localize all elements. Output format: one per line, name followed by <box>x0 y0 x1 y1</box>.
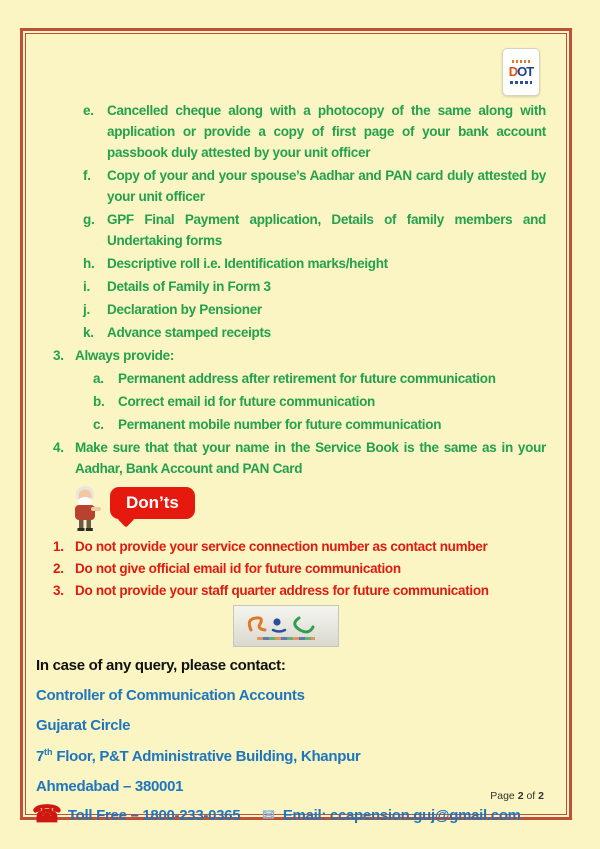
address-number: 7 <box>36 748 45 765</box>
contact-org: Controller of Communication Accounts <box>36 687 305 704</box>
checklist-item-i <box>83 276 546 297</box>
dot-logo-hindi-bar <box>512 60 530 63</box>
list-marker: h. <box>83 256 95 271</box>
emblem-image <box>233 605 339 647</box>
donts-item-1 <box>53 537 546 557</box>
tollfree-text: Toll Free – 1800-233-0365 <box>67 806 241 824</box>
list-text: Declaration by Pensioner <box>107 302 262 317</box>
list-marker: 3. <box>53 583 64 598</box>
donts-item-2 <box>53 559 546 579</box>
list-marker: k. <box>83 325 94 340</box>
donts-list-section <box>26 537 546 601</box>
page-current: 2 <box>517 790 524 802</box>
dos-item-3c <box>93 414 546 435</box>
address-ordinal: th <box>44 747 53 757</box>
checklist-item-k <box>83 322 546 343</box>
emblem-script-art <box>243 613 329 635</box>
list-text: Descriptive roll i.e. Identification marks/height <box>107 256 388 271</box>
list-marker: 4. <box>53 440 64 455</box>
page-number <box>490 790 544 802</box>
list-marker: e. <box>83 103 94 118</box>
dos-item-3b <box>93 391 546 412</box>
checklist-item-h <box>83 253 546 274</box>
email-icon: ✉ <box>262 807 275 824</box>
page-border <box>20 28 572 828</box>
list-text: Permanent address after retirement for future communication <box>118 371 496 386</box>
email-text: Email: ccapension.guj@gmail.com <box>282 806 521 824</box>
dos-item-3 <box>53 345 546 366</box>
dos-item-3a <box>93 368 546 389</box>
donts-badge <box>110 487 195 519</box>
checklist-item-e <box>83 100 546 163</box>
list-text: Details of Family in Form 3 <box>107 279 271 294</box>
contact-address <box>36 747 546 765</box>
list-marker: 1. <box>53 539 64 554</box>
donts-item-3 <box>53 581 546 601</box>
list-text: Make sure that that your name in the Service Book is the same as in your Aadhar, Bank Account and PAN Card <box>75 440 546 476</box>
contact-phone-email-row <box>32 803 546 827</box>
list-text: Permanent mobile number for future communication <box>118 417 442 432</box>
dos-item-4 <box>53 437 546 479</box>
checklist-item-j <box>83 299 546 320</box>
donts-badge-label: Don’ts <box>126 493 179 512</box>
list-text: Copy of your and your spouse’s Aadhar and PAN card duly attested by your unit officer <box>107 168 546 204</box>
page-word: Page <box>490 790 515 802</box>
list-text: GPF Final Payment application, Details of family members and Undertaking forms <box>107 212 546 248</box>
grandpa-mascot-image <box>68 485 102 533</box>
address-rest: Floor, P&T Administrative Building, Khanpur <box>52 748 361 765</box>
list-marker: j. <box>83 302 90 317</box>
checklist-item-f <box>83 165 546 207</box>
of-word: of <box>526 790 536 802</box>
checklist-item-g <box>83 209 546 251</box>
page-border-inner <box>25 33 567 828</box>
list-text: Advance stamped receipts <box>107 325 271 340</box>
contact-heading: In case of any query, please contact: <box>36 657 286 674</box>
list-marker: 3. <box>53 348 64 363</box>
list-marker: g. <box>83 212 95 227</box>
phone-icon: ☎ <box>32 801 62 828</box>
contact-city: Ahmedabad – 380001 <box>36 778 184 795</box>
list-text: Always provide: <box>75 348 175 363</box>
list-text: Do not give official email id for future communication <box>75 561 401 576</box>
list-text: Cancelled cheque along with a photocopy of the same along with application or provide a copy of first page of your bank account passbook duly attested by your unit officer <box>107 103 546 160</box>
checklist-section <box>26 100 546 479</box>
donts-header-row <box>68 485 546 533</box>
list-text: Do not provide your service connection number as contact number <box>75 539 488 554</box>
contact-circle: Gujarat Circle <box>36 717 131 734</box>
list-marker: a. <box>93 371 104 386</box>
list-text: Do not provide your staff quarter address for future communication <box>75 583 489 598</box>
list-marker: f. <box>83 168 91 183</box>
dot-logo-image <box>502 48 540 96</box>
list-text: Correct email id for future communication <box>118 394 375 409</box>
emblem-tagline-bar <box>257 637 315 640</box>
emblem-row <box>26 605 546 647</box>
page-content <box>26 34 566 828</box>
dot-logo-wordmark <box>509 66 533 78</box>
header-logo-row <box>26 48 540 94</box>
page-total: 2 <box>538 790 544 802</box>
list-marker: i. <box>83 279 90 294</box>
list-marker: 2. <box>53 561 64 576</box>
list-marker: b. <box>93 394 105 409</box>
list-marker: c. <box>93 417 104 432</box>
dot-logo-letters-ot: OT <box>517 64 534 79</box>
donts-badge-tail <box>118 511 135 528</box>
dot-logo-subtext-bar <box>510 81 532 84</box>
dot-logo-letter-d: D <box>508 64 518 79</box>
